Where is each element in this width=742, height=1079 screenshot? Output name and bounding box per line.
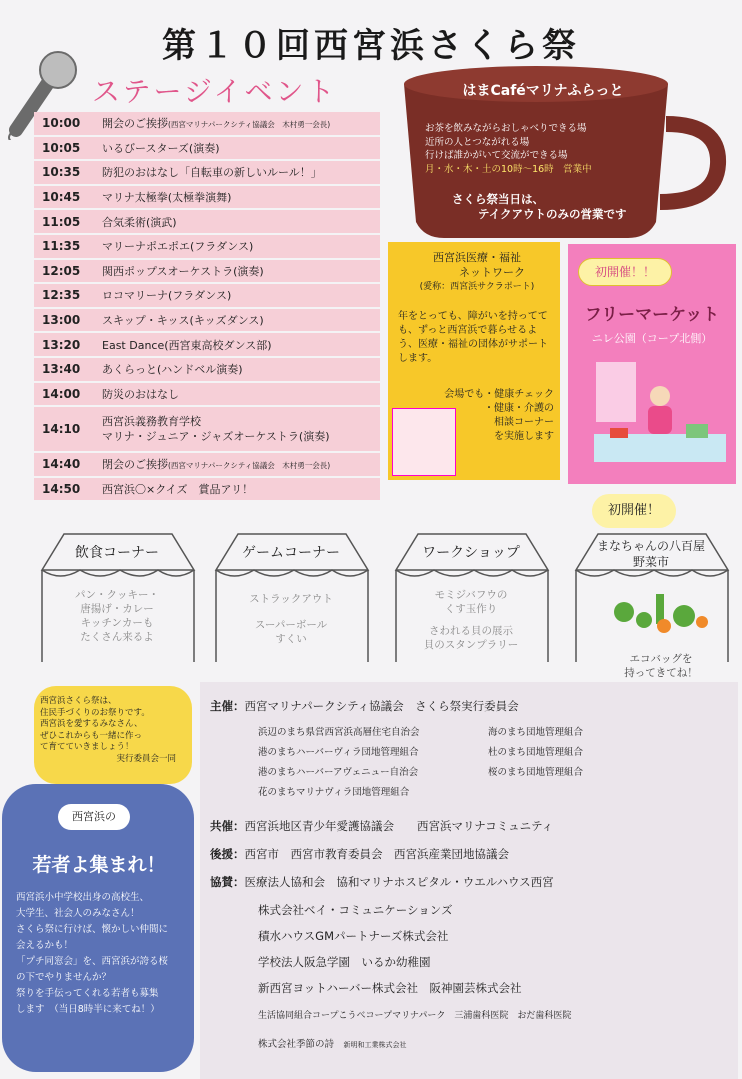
schedule-event: 西宮浜義務教育学校 マリナ・ジュニア・ジャズオーケストラ(演奏) [102, 415, 330, 444]
member: 港のまちハーバーアヴェニュー自治会 [258, 767, 419, 778]
committee-note: 西宮浜さくら祭は、 住民手づくりのお祭りです。 西宮浜を愛するみなさん、 ぜひこれからも一緒に作っ て育てていきましょう！ 実行委員会一同 [40, 696, 176, 764]
schedule-row [34, 112, 380, 135]
schedule-row [34, 210, 380, 233]
tent-vegetable-note: エコバッグを 持ってきてね！ [624, 653, 698, 679]
schedule-time: 13:40 [42, 362, 81, 377]
cafe-description: お茶を飲みながらおしゃべりできる場 近所の人とつながれる場 行けば誰かがいて交流ができる場 月・水・木・土の10時～16時 営業中 [425, 123, 592, 175]
schedule-row [34, 333, 380, 356]
flea-location: ニレ公園（コープ北側） [591, 332, 713, 345]
schedule-time: 14:40 [42, 457, 81, 472]
schedule-row [34, 161, 380, 184]
schedule-event: 関西ポップスオーケストラ(演奏) [102, 264, 264, 278]
host: 主催：西宮マリナパークシティ協議会 さくら祭実行委員会 [210, 699, 519, 713]
schedule-event: ロコマリーナ(フラダンス) [102, 289, 232, 303]
tent-food-title: 飲食コーナー [75, 545, 159, 561]
sponsor-item: 新西宮ヨットハーバー株式会社 阪神園芸株式会社 [258, 981, 522, 995]
cafe-note: さくら祭当日は、 テイクアウトのみの営業です [452, 192, 627, 221]
schedule-row [34, 260, 380, 283]
member: 杜のまち団地管理組合 [488, 747, 584, 758]
schedule-row [34, 453, 380, 476]
tent-game-title: ゲームコーナー [242, 545, 340, 561]
schedule-row [34, 478, 380, 501]
schedule-row [34, 358, 380, 381]
tent-workshop-title: ワークショップ [422, 545, 520, 561]
schedule-time: 12:05 [42, 263, 81, 278]
stage-title: ステージイベント [92, 75, 338, 108]
schedule-time: 14:50 [42, 482, 81, 497]
schedule-time: 10:35 [42, 165, 81, 180]
flea-title: フリーマーケット [584, 305, 720, 325]
sponsor-item: 株式会社季節の詩 新明和工業株式会社 [258, 1039, 407, 1050]
schedule-row [34, 383, 380, 406]
organizers-box [200, 682, 738, 1079]
network-body: 年をとっても、障がいを持ってても、ずっと西宮浜で暮らせるよう、医療・福祉の団体がサポートします。 [398, 311, 548, 364]
schedule-row [34, 309, 380, 332]
schedule-time: 10:45 [42, 190, 81, 205]
schedule-row [34, 284, 380, 307]
schedule-time: 10:00 [42, 116, 81, 131]
schedule-time: 13:20 [42, 337, 81, 352]
schedule-event: 合気柔術(演武) [102, 215, 177, 229]
schedule-event: East Dance(西宮東高校ダンス部) [102, 338, 272, 352]
sponsor-item: 株式会社ベイ・コミュニケーションズ [258, 903, 453, 917]
support: 後援：西宮市 西宮市教育委員会 西宮浜産業団地協議会 [210, 847, 509, 861]
flea-market-illustration [590, 352, 730, 470]
schedule-event: 閉会のご挨拶(西宮マリナパークシティ協議会 木村勇一会長) [102, 458, 331, 472]
care-illustration [392, 408, 456, 476]
schedule-time: 11:35 [42, 239, 81, 254]
schedule-time: 13:00 [42, 313, 81, 328]
tent-workshop-body: モミジバフウの くす玉作り さわれる貝の展示 貝のスタンプラリー [423, 589, 519, 651]
member: 港のまちハーバーヴィラ団地管理組合 [258, 747, 419, 758]
schedule-time: 14:10 [42, 422, 81, 437]
member: 海のまち団地管理組合 [488, 727, 584, 738]
schedule-time: 11:05 [42, 214, 81, 229]
schedule-event: マリーナポエポエ(フラダンス) [102, 240, 254, 254]
sponsor: 協賛：医療法人協和会 協和マリナホスピタル・ウエルハウス西宮 [210, 875, 554, 889]
schedule-event: マリナ太極拳(太極拳演舞) [102, 191, 232, 205]
schedule-row [34, 186, 380, 209]
member: 浜辺のまち県営西宮浜高層住宅自治会 [258, 727, 420, 738]
schedule-event: あくらっと(ハンドベル演奏) [102, 363, 243, 377]
member: 花のまちマリナヴィラ団地管理組合 [258, 787, 410, 798]
schedule-event: 防災のおはなし [102, 387, 179, 401]
page-title: 第１０回西宮浜さくら祭 [162, 26, 580, 66]
flea-badge: 初開催！！ [578, 258, 672, 286]
schedule-row [34, 137, 380, 160]
cafe-title: はまCaféマリナふらっと [462, 83, 624, 99]
schedule-row [34, 407, 380, 451]
stage-schedule [34, 112, 380, 502]
youth-title: 若者よ集まれ！ [32, 854, 166, 876]
network-consult: 会場でも・健康チェック ・健康・介護の 相談コーナー を実施します [444, 389, 554, 442]
schedule-time: 14:00 [42, 386, 81, 401]
schedule-event: 防犯のおはなし「自転車の新しいルール！」 [102, 166, 322, 180]
sponsor-item: 学校法人阪急学園 いるか幼稚園 [258, 955, 431, 969]
youth-body: 西宮浜小中学校出身の高校生、 大学生、社会人のみなさん！ さくら祭に行けば、懐かしい仲間に 会えるかも！ 「プチ同窓会」を、西宮浜が誇る桜 の下でやりませんか？ 祭りを手伝ってくれる若者も募集 します （当日8時半に来てね！） [16, 892, 169, 1015]
tent-vegetable-title: まなちゃんの八百屋 野菜市 [596, 539, 705, 569]
sponsor-item: 積水ハウスGMパートナーズ株式会社 [258, 929, 449, 943]
schedule-time: 10:05 [42, 140, 81, 155]
tent-food-body: パン・クッキー・ 唐揚げ・カレー キッチンカーも たくさん来るよ [75, 589, 159, 643]
cohost: 共催：西宮浜地区青少年愛護協議会 西宮浜マリナコミュニティ [210, 819, 554, 833]
schedule-event: 西宮浜〇×クイズ 賞品アリ！ [102, 483, 254, 497]
tent-game-body: ストラックアウト スーパーボール すくい [249, 593, 333, 645]
youth-tag: 西宮浜の [58, 804, 130, 830]
member: 桜のまち団地管理組合 [488, 767, 584, 778]
sponsor-item: 生活協同組合コープこうべコープマリナパーク 三浦歯科医院 おだ歯科医院 [258, 1011, 572, 1021]
schedule-row [34, 235, 380, 258]
network-title: 西宮浜医療・福祉 ネットワーク (愛称：西宮浜サクラポート) [419, 251, 535, 292]
schedule-event: スキップ・キッス(キッズダンス) [102, 314, 264, 328]
schedule-event: 開会のご挨拶(西宮マリナパークシティ協議会 木村勇一会長) [102, 117, 331, 131]
schedule-time: 12:35 [42, 288, 81, 303]
schedule-event: いるびースターズ(演奏) [102, 141, 220, 155]
first-time-badge: 初開催！ [592, 494, 676, 528]
